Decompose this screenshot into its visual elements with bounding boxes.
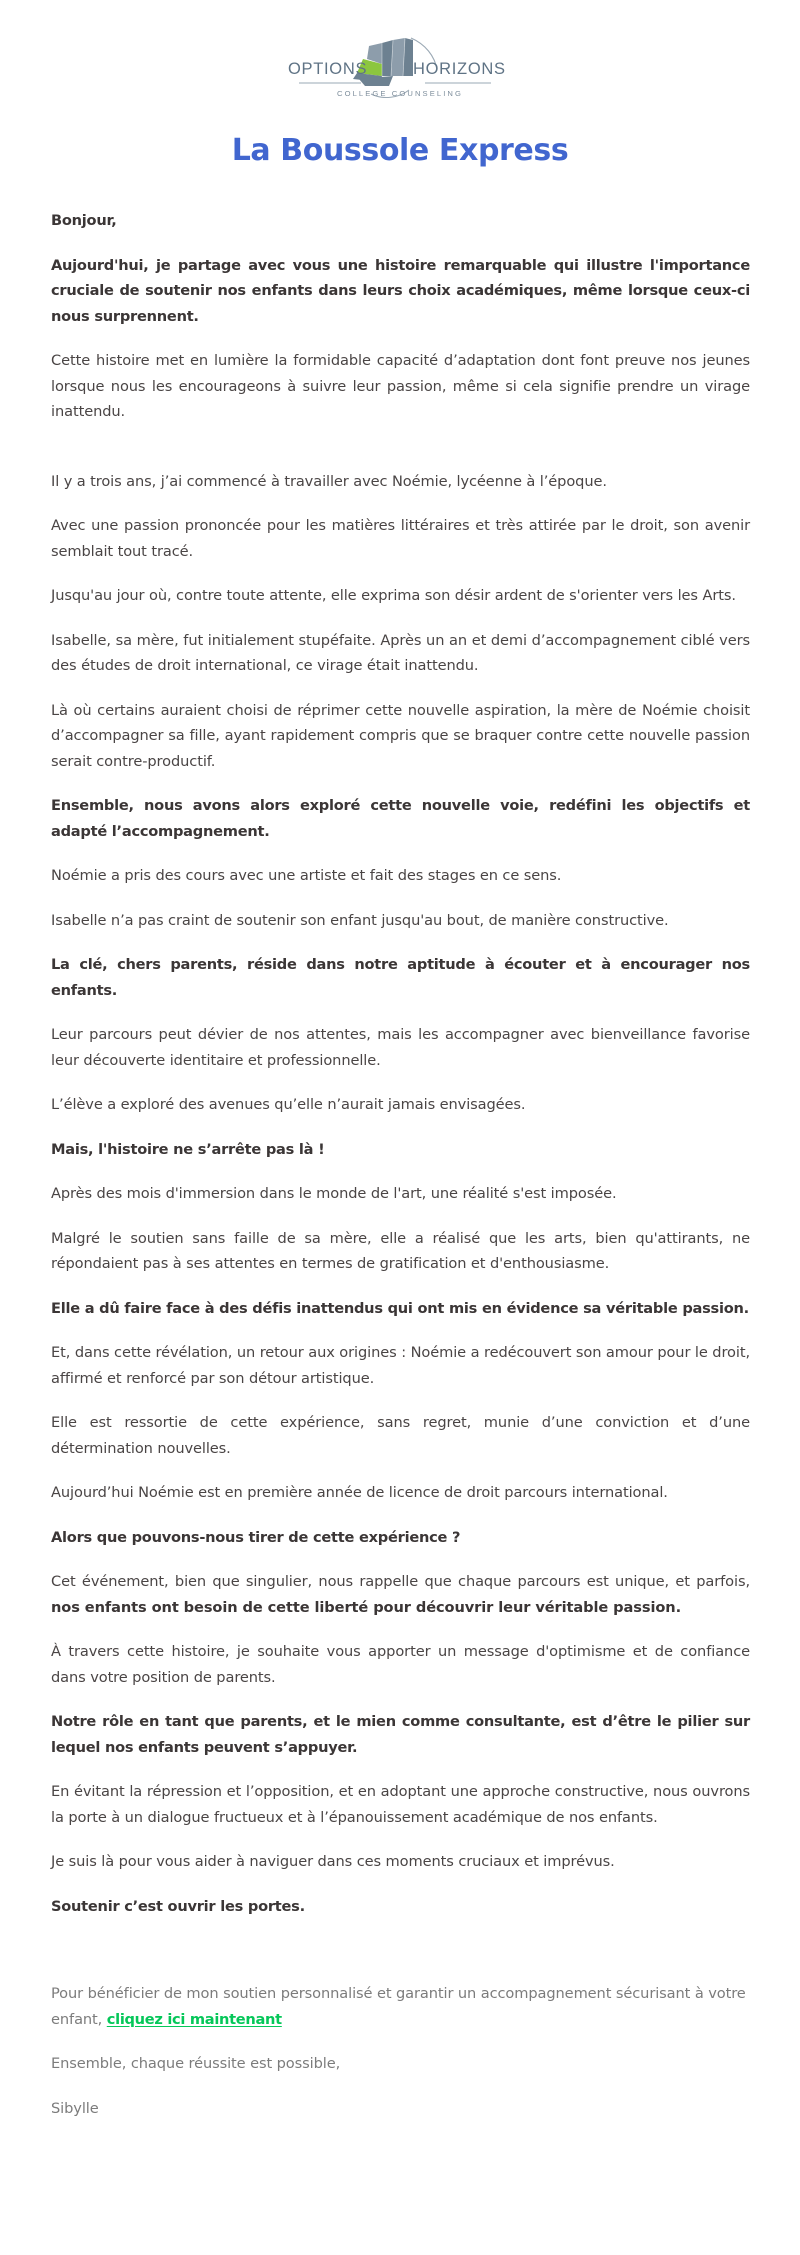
paragraph: Avec une passion prononcée pour les matières littéraires et très attirée par le droit, son avenir semblait tout tracé. — [51, 517, 750, 560]
cta-link[interactable]: cliquez ici maintenant — [106, 2010, 282, 2028]
closing-line: Ensemble, chaque réussite est possible, — [51, 2055, 341, 2072]
paragraph: Je suis là pour vous aider à naviguer dans ces moments cruciaux et imprévus. — [51, 1853, 615, 1870]
signature: Sibylle — [51, 2099, 99, 2117]
paragraph: Elle est ressortie de cette expérience, sans regret, munie d’une conviction et d’une détermination nouvelles. — [51, 1414, 750, 1457]
logo-header — [0, 0, 800, 110]
paragraph: Malgré le soutien sans faille de sa mère, elle a réalisé que les arts, bien qu'attirants, ne répondaient pas à ses attentes en termes de gratification et d'enthousiasme. — [51, 1229, 750, 1272]
paragraph-mixed — [51, 1569, 750, 1620]
newsletter-footer — [0, 1981, 800, 2180]
paragraph: La clé, chers parents, réside dans notre aptitude à écouter et à encourager nos enfants. — [51, 956, 750, 999]
paragraph: Isabelle, sa mère, fut initialement stupéfaite. Après un an et demi d’accompagnement ciblé vers des études de droit international, ce virage était inattendu. — [51, 631, 750, 674]
paragraph: À travers cette histoire, je souhaite vous apporter un message d'optimisme et de confiance dans votre position de parents. — [51, 1643, 750, 1686]
logo-word-right: HORIZONS — [413, 60, 506, 78]
paragraph: Aujourd'hui, je partage avec vous une histoire remarquable qui illustre l'importance cruciale de soutenir nos enfants dans leurs choix académiques, même lorsque ceux-ci nous surprennent. — [51, 256, 750, 325]
paragraph: Mais, l'histoire ne s’arrête pas là ! — [51, 1140, 325, 1158]
logo-icon — [285, 26, 515, 104]
paragraph: Là où certains auraient choisi de réprimer cette nouvelle aspiration, la mère de Noémie choisit d’accompagner sa fille, ayant rapidement compris que se braquer contre cette nouvelle passion serait contre-productif. — [51, 701, 750, 770]
greeting: Bonjour, — [51, 212, 117, 229]
logo-tagline: COLLEGE COUNSELING — [337, 89, 463, 98]
page-title: La Boussole Express — [231, 133, 569, 168]
paragraph: L’élève a exploré des avenues qu’elle n’aurait jamais envisagées. — [51, 1096, 526, 1113]
options-horizons-logo — [285, 26, 515, 104]
paragraph: Jusqu'au jour où, contre toute attente, elle exprima son désir ardent de s'orienter vers les Arts. — [51, 587, 736, 604]
paragraph: Il y a trois ans, j’ai commencé à travailler avec Noémie, lycéenne à l’époque. — [51, 472, 607, 490]
logo-word-left: OPTIONS — [288, 60, 368, 78]
cta-paragraph — [51, 1981, 750, 2032]
newsletter-body — [0, 208, 800, 1919]
paragraph: Soutenir c’est ouvrir les portes. — [51, 1897, 305, 1915]
paragraph-text-bold: nos enfants ont besoin de cette liberté pour découvrir leur véritable passion. — [51, 1598, 682, 1616]
section-spacer — [51, 444, 750, 469]
paragraph: En évitant la répression et l’opposition, et en adoptant une approche constructive, nous ouvrons la porte à un dialogue fructueux et à l’épanouissement académique de nos enfants. — [51, 1783, 750, 1826]
paragraph: Notre rôle en tant que parents, et le mien comme consultante, est d’être le pilier sur lequel nos enfants peuvent s’appuyer. — [51, 1713, 750, 1756]
paragraph: Et, dans cette révélation, un retour aux origines : Noémie a redécouvert son amour pour le droit, affirmé et renforcé par son détour artistique. — [51, 1344, 750, 1387]
paragraph: Alors que pouvons-nous tirer de cette expérience ? — [51, 1528, 461, 1546]
paragraph: Après des mois d'immersion dans le monde de l'art, une réalité s'est imposée. — [51, 1185, 617, 1202]
paragraph: Elle a dû faire face à des défis inattendus qui ont mis en évidence sa véritable passion. — [51, 1299, 749, 1317]
paragraph-text-plain: Cet événement, bien que singulier, nous rappelle que chaque parcours est unique, et parfois, — [51, 1573, 750, 1590]
paragraph: Aujourd’hui Noémie est en première année de licence de droit parcours international. — [51, 1484, 668, 1501]
paragraph: Isabelle n’a pas craint de soutenir son enfant jusqu'au bout, de manière constructive. — [51, 911, 669, 929]
paragraph: Cette histoire met en lumière la formidable capacité d’adaptation dont font preuve nos jeunes lorsque nous les encourageons à suivre leur passion, même si cela signifie prendre un virage inattendu. — [51, 352, 750, 420]
cta-text: Pour bénéficier de mon soutien personnalisé et garantir un accompagnement sécurisant à votre enfant, — [51, 1985, 746, 2028]
paragraph: Leur parcours peut dévier de nos attentes, mais les accompagner avec bienveillance favorise leur découverte identitaire et professionnelle. — [51, 1026, 750, 1069]
paragraph: Ensemble, nous avons alors exploré cette nouvelle voie, redéfini les objectifs et adapté l’accompagnement. — [51, 797, 750, 840]
paragraph: Noémie a pris des cours avec une artiste et fait des stages en ce sens. — [51, 867, 562, 884]
